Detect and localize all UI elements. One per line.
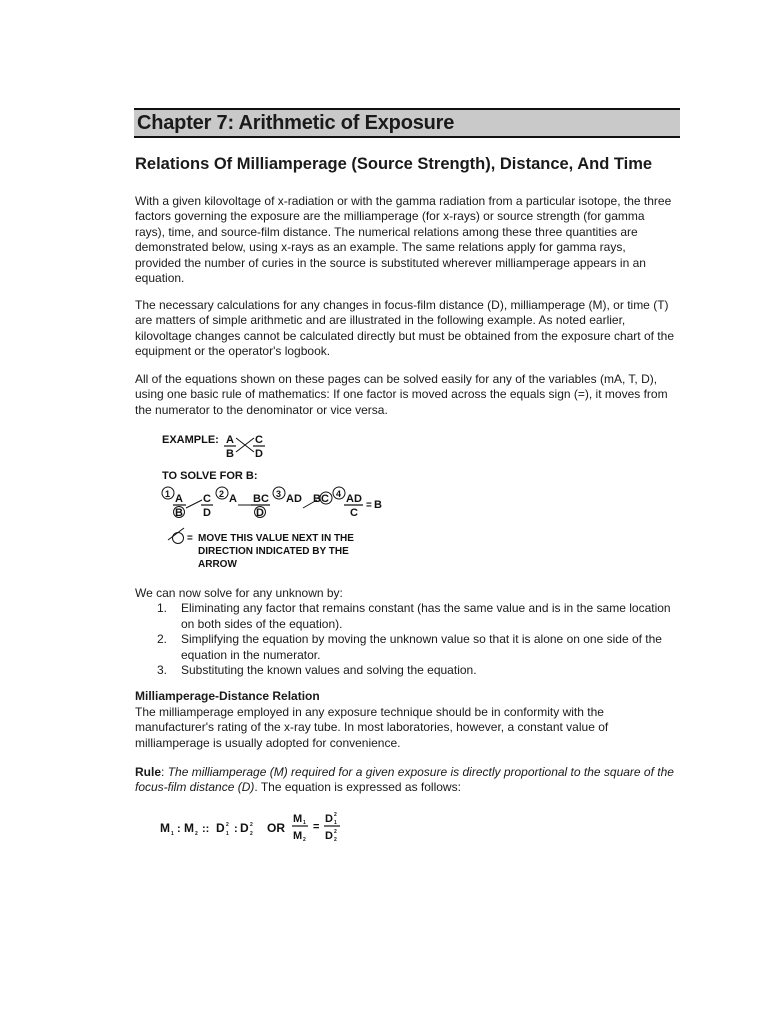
- chapter-header-bar: [134, 108, 680, 138]
- step-3-var-bc: BC: [313, 493, 329, 505]
- example-var-a: A: [226, 434, 234, 446]
- math-rule-paragraph: All of the equations shown on these pages can be solved easily for any of the variables (mA, T, D), using one basic rule of mathematics: If one factor is moved across the equals sign (=), it moves from the numerator to the denominator or vice versa.: [135, 372, 668, 417]
- step-2-number: 2: [219, 489, 225, 499]
- calculations-paragraph: The necessary calculations for any changes in focus-film distance (D), milliamperage (M), or time (T) are matters of simple arithmetic and are illustrated in the following example. As noted earlier, kilovoltage changes cannot be calculated directly but must be obtained from the exposure chart of the equipment or the operator's logbook.: [135, 298, 674, 359]
- rule-colon: :: [161, 765, 165, 779]
- legend-circle: [173, 533, 184, 544]
- step-1-arrow: [186, 500, 202, 508]
- eq-frac-m1-sub: 1: [303, 820, 306, 826]
- example-label: EXAMPLE:: [162, 434, 219, 446]
- solve-label: TO SOLVE FOR B:: [162, 470, 258, 482]
- legend-equals: =: [187, 533, 193, 544]
- step-text: Eliminating any factor that remains constant (has the same value and is in the same location on both sides of the equation).: [181, 601, 671, 631]
- rule-text: The milliamperage (M) required for a given exposure is directly proportional to the square of the focus-film distance (D): [135, 765, 674, 795]
- solving-steps: [135, 586, 675, 678]
- step-1-var-a: A: [175, 493, 183, 505]
- step-1-number: 1: [165, 489, 171, 499]
- eq-d2: D: [240, 821, 249, 835]
- step-text: Substituting the known values and solving the equation.: [181, 663, 477, 678]
- step-4-equals: =: [366, 500, 372, 511]
- example-var-c: C: [255, 434, 263, 446]
- example-var-d: D: [255, 448, 263, 460]
- eq-frac-m2: M: [293, 830, 303, 842]
- step-4-number: 4: [336, 489, 342, 499]
- eq-d2-sub: 2: [250, 831, 253, 837]
- eq-m2: M: [184, 821, 194, 835]
- step-number: 3.: [157, 663, 168, 678]
- eq-d1-sub: 1: [226, 831, 229, 837]
- step-4-var-ad: AD: [346, 493, 362, 505]
- step-3-number: 3: [276, 489, 282, 499]
- eq-m1-sub: 1: [171, 831, 174, 837]
- legend-line-3: ARROW: [198, 559, 237, 570]
- steps-list: [135, 601, 675, 678]
- steps-intro: We can now solve for any unknown by:: [135, 586, 343, 600]
- example-var-b: B: [226, 448, 234, 460]
- eq-d2-sup: 2: [250, 822, 253, 828]
- eq-d1: D: [216, 821, 225, 835]
- eq-frac-d1: D: [325, 813, 333, 825]
- rule-paragraph: [135, 765, 680, 796]
- eq-frac-m2-sub: 2: [303, 837, 306, 843]
- rule-tail: . The equation is expressed as follows:: [254, 780, 461, 795]
- chapter-title: Chapter 7: Arithmetic of Exposure: [137, 112, 455, 134]
- eq-ratio-2: :: [234, 823, 238, 835]
- section-title: Relations Of Milliamperage (Source Strength), Distance, And Time: [135, 155, 653, 173]
- eq-d1-sup: 2: [226, 822, 229, 828]
- step-2-var-d: D: [256, 507, 264, 519]
- legend-line-1: MOVE THIS VALUE NEXT IN THE: [198, 533, 354, 544]
- eq-frac-d1-sup: 2: [334, 812, 337, 818]
- rule-label: Rule: [135, 765, 162, 779]
- eq-frac-d2: D: [325, 830, 333, 842]
- eq-ratio-1: :: [177, 823, 181, 835]
- step-4-result: B: [374, 499, 382, 511]
- step-2-var-a: A: [229, 493, 237, 505]
- eq-frac-d1-sub: 1: [334, 820, 337, 826]
- step-3-var-ad: AD: [286, 493, 302, 505]
- milliamperage-distance-body: The milliamperage employed in any exposure technique should be in conformity with the manufacturer's rating of the x-ray tube. In most laboratories, however, a constant value of milliamperage is usually adopted for convenience.: [135, 705, 609, 750]
- step-1-var-c: C: [203, 493, 211, 505]
- list-item: [135, 601, 675, 632]
- list-item: [135, 663, 675, 678]
- eq-proportion: ::: [202, 823, 210, 835]
- step-number: 1.: [157, 601, 168, 616]
- eq-or: OR: [267, 821, 285, 835]
- step-2-var-bc: BC: [253, 493, 269, 505]
- milliamperage-distance-heading: Milliamperage-Distance Relation: [135, 689, 320, 703]
- step-text: Simplifying the equation by moving the unknown value so that it is alone on one side of the equation in the numerator.: [181, 632, 662, 662]
- eq-frac-d2-sub: 2: [334, 837, 337, 843]
- step-number: 2.: [157, 632, 168, 647]
- milliamperage-distance-equation: [158, 806, 358, 846]
- intro-paragraph: With a given kilovoltage of x-radiation or with the gamma radiation from a particular isotope, the three factors governing the exposure are the milliamperage (for x-rays) or source strength (for gamma rays), time, and source-film distance. The numerical relations among these three quantities are demonstrated below, using x-rays as an example. The same relations apply for gamma rays, provided the number of curies in the source is substituted wherever milliamperage appears in an equation.: [135, 194, 672, 286]
- step-4-var-c: C: [350, 507, 358, 519]
- step-1-var-d: D: [203, 507, 211, 519]
- eq-frac-m1: M: [293, 813, 303, 825]
- list-item: [135, 632, 675, 663]
- solve-for-b-diagram: [158, 428, 418, 574]
- legend-line-2: DIRECTION INDICATED BY THE: [198, 546, 349, 557]
- eq-m2-sub: 2: [195, 831, 198, 837]
- eq-equals: =: [313, 821, 320, 833]
- step-1-var-b: B: [175, 507, 183, 519]
- eq-m1: M: [160, 821, 170, 835]
- eq-frac-d2-sup: 2: [334, 829, 337, 835]
